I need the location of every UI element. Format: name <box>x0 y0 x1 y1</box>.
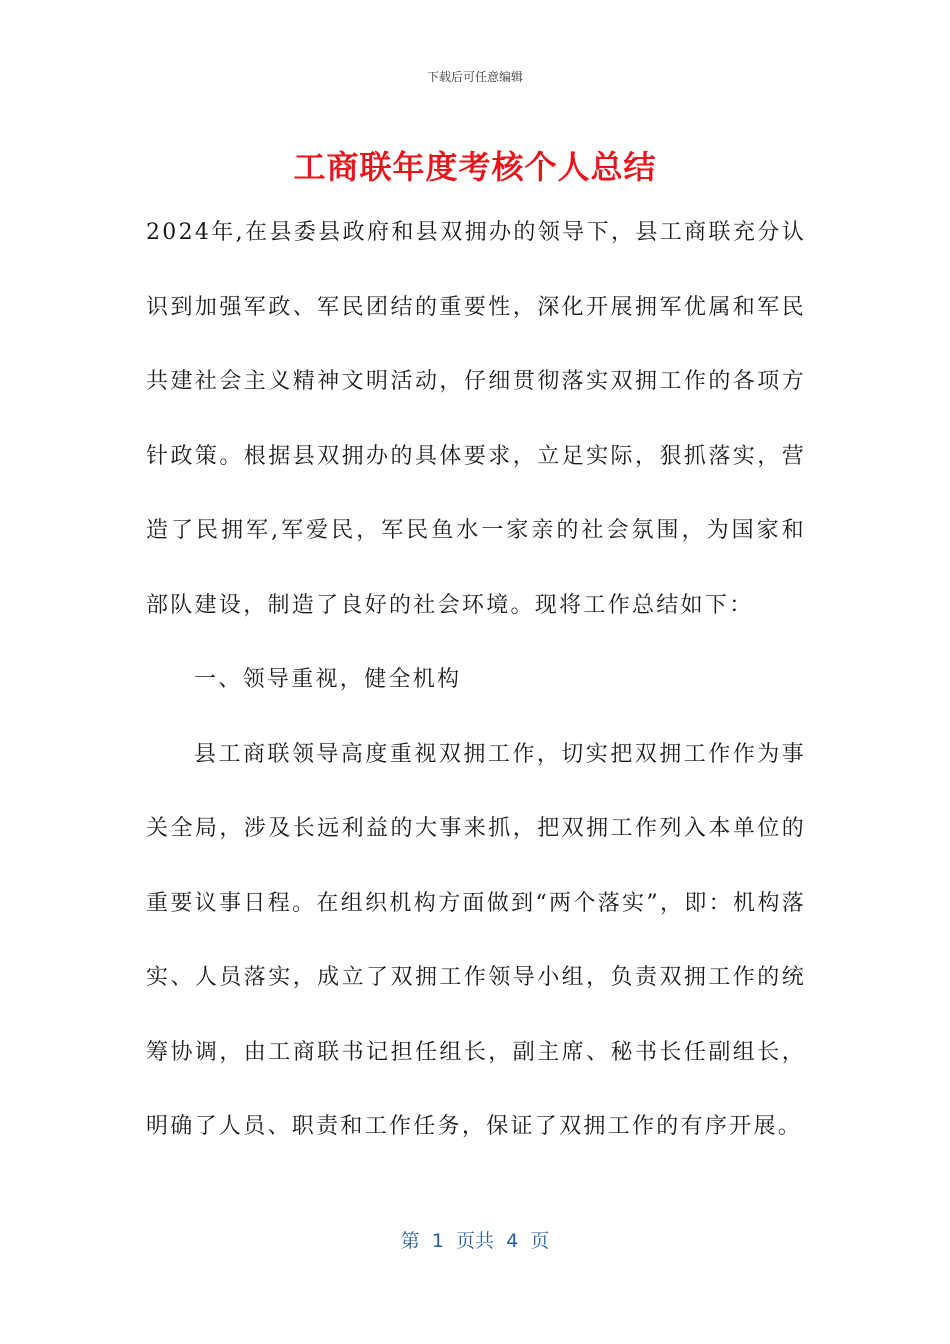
section-heading-1: 一、领导重视，健全机构 <box>194 667 462 692</box>
paragraph-section-1: 县工商联领导高度重视双拥工作，切实把双拥工作作为事关全局，涉及长远利益的大事来抓，把双拥工作列入本单位的重要议事日程。在组织机构方面做到“两个落实”，即：机构落实、人员落实，成立了双拥工作领导小组，负责双拥工作的统筹协调，由工商联书记担任组长，副主席、秘书长任副组长，明确了人员、职责和工作任务，保证了双拥工作的有序开展。 <box>146 741 806 1139</box>
header-note: 下载后可任意编辑 <box>426 70 523 84</box>
document-title: 工商联年度考核个人总结 <box>293 148 657 186</box>
document-body <box>146 196 806 1165</box>
paragraph-intro: 2024年,在县委县政府和县双拥办的领导下，县工商联充分认识到加强军政、军民团结的重要性，深化开展拥军优属和军民共建社会主义精神文明活动，仔细贯彻落实双拥工作的各项方针政策。根据县双拥办的具体要求，立足实际，狠抓落实，营造了民拥军,军爱民，军民鱼水一家亲的社会氛围，为国家和部队建设，制造了良好的社会环境。现将工作总结如下： <box>146 220 806 618</box>
page-number-footer: 第 1 页共 4 页 <box>400 1230 550 1252</box>
